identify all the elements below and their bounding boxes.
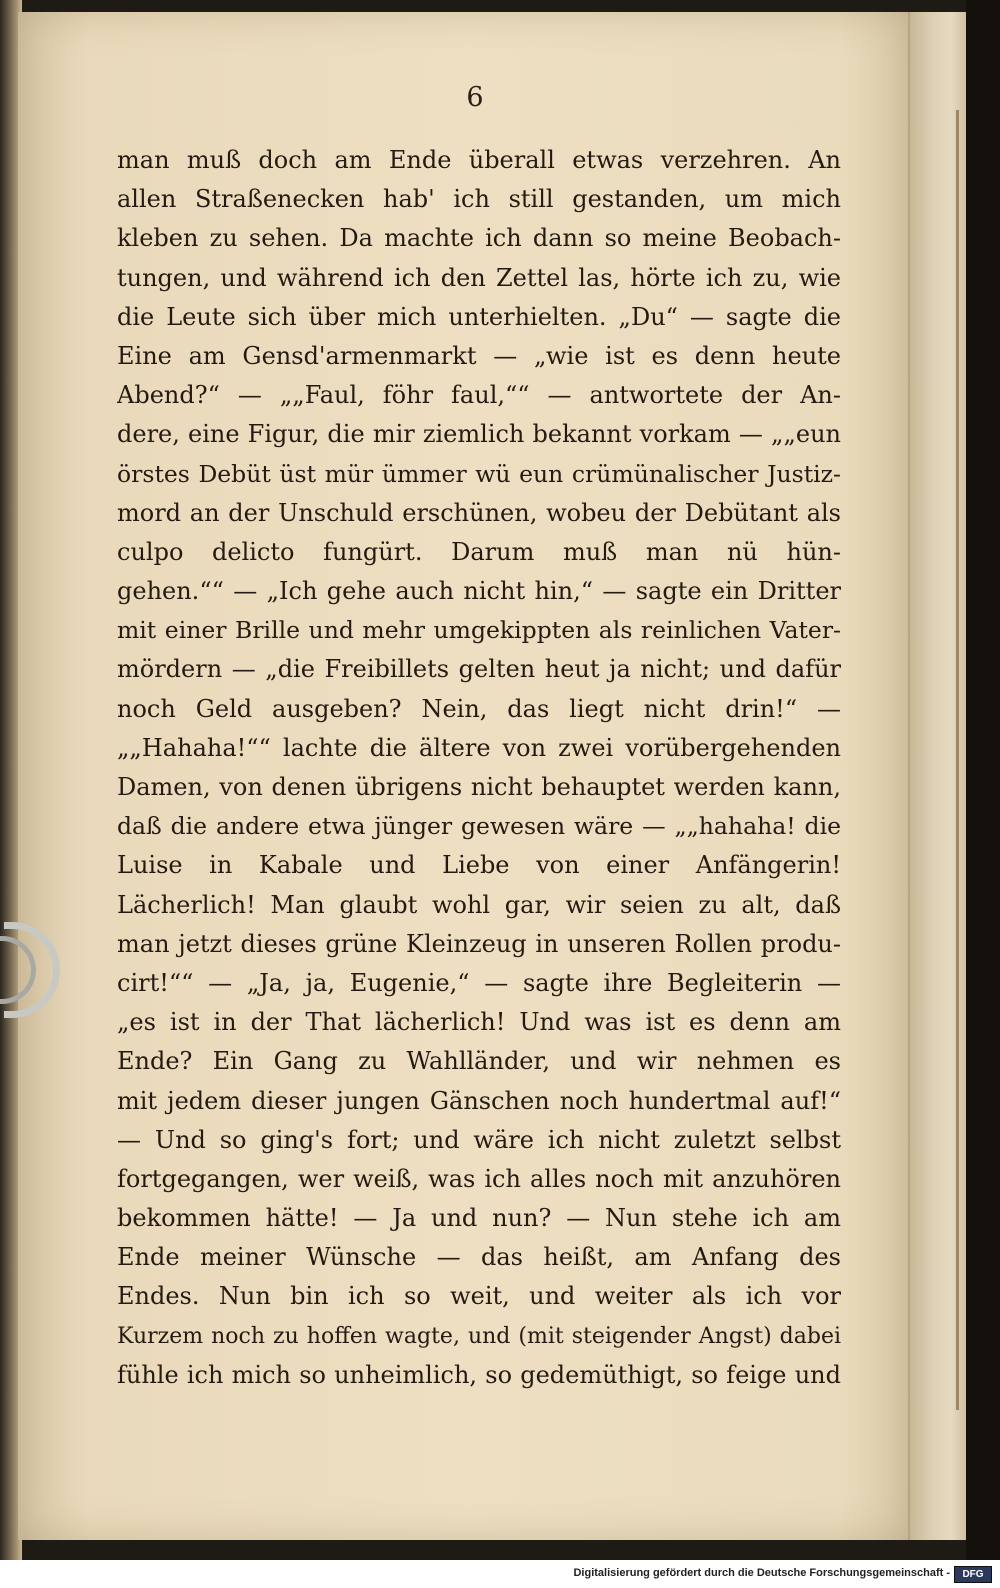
text-line: „es ist in der That lächerlich! Und was ist es denn am [117, 1008, 841, 1037]
text-line: Endes. Nun bin ich so weit, und weiter als ich vor [117, 1282, 841, 1311]
text-line: mit jedem dieser jungen Gänschen noch hundertmal auf!“ [117, 1086, 841, 1115]
funding-note: Digitalisierung gefördert durch die Deutsche Forschungsgemeinschaft - [573, 1567, 950, 1579]
text-line: man jetzt dieses grüne Kleinzeug in unseren Rollen produ- [117, 929, 841, 958]
text-line: daß die andere etwa jünger gewesen wäre — „„hahaha! die [117, 812, 841, 841]
text-line: „„Hahaha!““ lachte die ältere von zwei vorübergehenden [117, 733, 841, 762]
text-line: cirt!““ — „Ja, ja, Eugenie,“ — sagte ihre Begleiterin — [117, 968, 841, 997]
text-line: mit einer Brille und mehr umgekippten als reinlichen Vater- [117, 616, 841, 645]
text-line: Damen, von denen übrigens nicht behauptet werden kann, [117, 773, 841, 801]
text-line: örstes Debüt üst mür ümmer wü eun crümünalischer Justiz- [117, 459, 841, 488]
text-line: man muß doch am Ende überall etwas verzehren. An [117, 146, 841, 174]
text-line: kleben zu sehen. Da machte ich dann so meine Beobach- [117, 224, 841, 253]
page-number: 6 [466, 82, 484, 113]
text-line: Abend?“ — „„Faul, föhr faul,““ — antwortete der An- [117, 381, 841, 410]
text-line: Eine am Gensd'armenmarkt — „wie ist es denn heute [117, 341, 841, 370]
text-line: Lächerlich! Man glaubt wohl gar, wir seien zu alt, daß [117, 890, 841, 919]
text-line: culpo delicto fungürt. Darum muß man nü hün- [117, 537, 841, 566]
footer-bar [0, 1560, 1000, 1588]
scan-right-border [966, 0, 1000, 1560]
body-text [117, 141, 841, 1395]
text-line: die Leute sich über mich unterhielten. „Du“ — sagte die [117, 302, 841, 331]
text-line: noch Geld ausgeben? Nein, das liegt nicht drin!“ — [117, 694, 841, 723]
text-line: fühle ich mich so unheimlich, so gedemüthigt, so feige und [117, 1360, 841, 1389]
dfg-logo-icon: DFG [954, 1566, 992, 1583]
text-line: — Und so ging's fort; und wäre ich nicht zuletzt selbst [117, 1125, 841, 1154]
text-line: fortgegangen, wer weiß, was ich alles noch mit anzuhören [117, 1164, 841, 1193]
text-line: Kurzem noch zu hoffen wagte, und (mit steigender Angst) dabei [117, 1323, 841, 1349]
text-line: Luise in Kabale und Liebe von einer Anfängerin! [117, 851, 841, 880]
page-edge-line [956, 110, 959, 1410]
text-line: allen Straßenecken hab' ich still gestanden, um mich [117, 185, 841, 214]
text-line: tungen, und während ich den Zettel las, hörte ich zu, wie [117, 263, 841, 292]
text-line: Ende? Ein Gang zu Wahlländer, und wir nehmen es [117, 1047, 841, 1076]
text-line: mord an der Unschuld erschünen, wobeu der Debütant als [117, 498, 841, 527]
text-line: bekommen hätte! — Ja und nun? — Nun stehe ich am [117, 1204, 841, 1233]
text-line: gehen.““ — „Ich gehe auch nicht hin,“ — sagte ein Dritter [117, 577, 841, 606]
text-line: dere, eine Figur, die mir ziemlich bekannt vorkam — „„eun [117, 420, 841, 449]
text-line: mördern — „die Freibillets gelten heut ja nicht; und dafür [117, 655, 841, 684]
book-block-edge [908, 12, 968, 1540]
text-line: Ende meiner Wünsche — das heißt, am Anfang des [117, 1243, 841, 1272]
